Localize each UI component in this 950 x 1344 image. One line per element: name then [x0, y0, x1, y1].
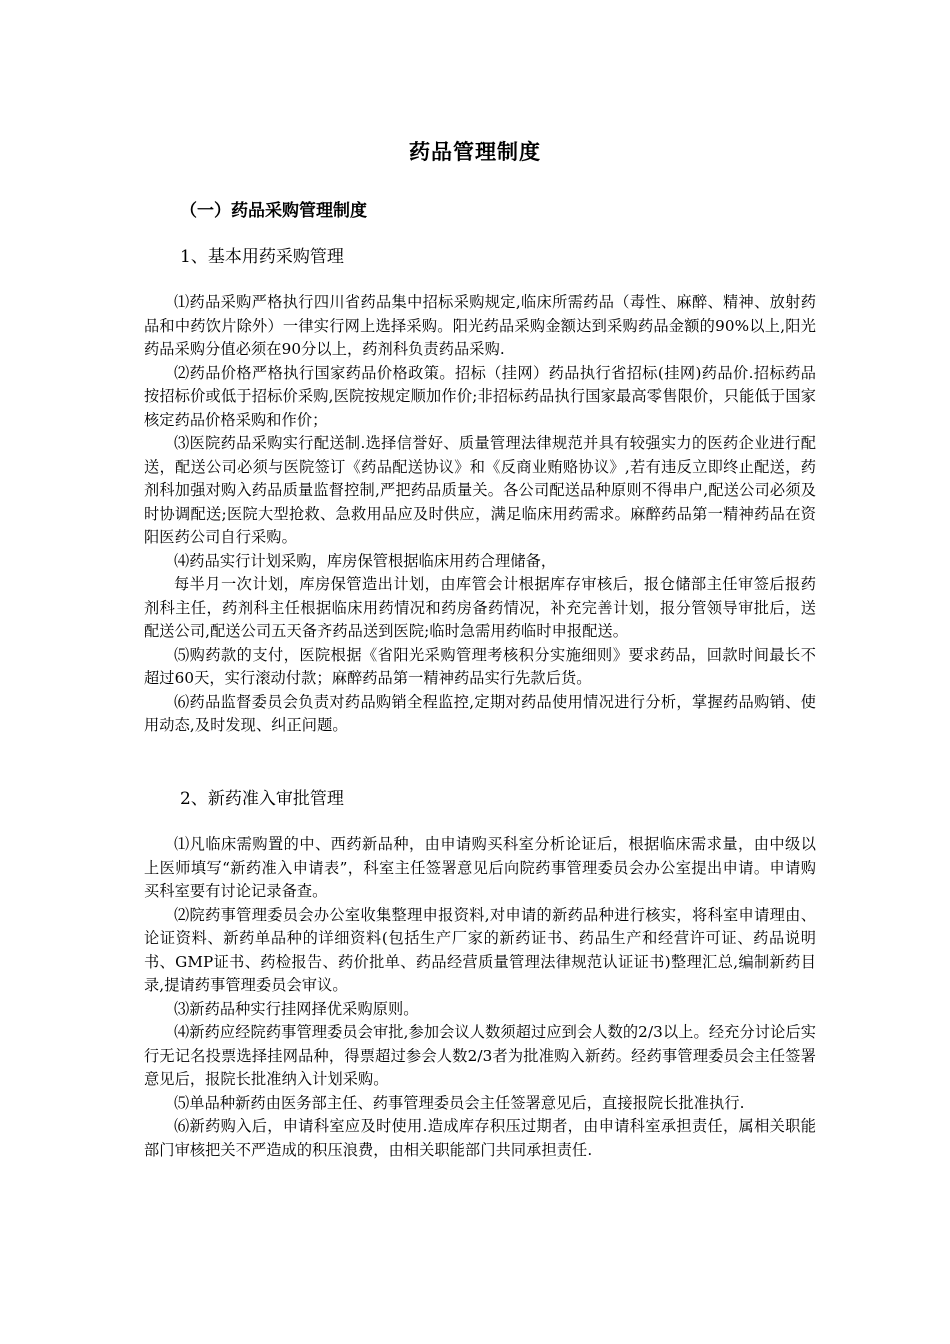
document-title: 药品管理制度 [409, 140, 541, 164]
subsection-1-body [144, 291, 816, 738]
paragraph: 每半月一次计划，库房保管造出计划，由库管会计根据库存审核后，报仓储部主任审签后报药剂科主任，药剂科主任根据临床用药情况和药房备药情况，补充完善计划，报分管领导审批后，送配送公司,配送公司五天备齐药品送到医院;临时急需用药临时申报配送。 [144, 575, 816, 640]
paragraph: ⑴凡临床需购置的中、西药新品种，由申请购买科室分析论证后，根据临床需求量，由中级以上医师填写“新药准入申请表”，科室主任签署意见后向院药事管理委员会办公室提出申请。申请购买科室要有讨论记录备查。 [144, 835, 816, 900]
subsection-2-body [144, 833, 816, 1162]
paragraph: ⑶医院药品采购实行配送制.选择信誉好、质量管理法律规范并具有较强实力的医药企业进行配送，配送公司必须与医院签订《药品配送协议》和《反商业贿赂协议》,若有违反立即终止配送，药剂科加强对购入药品质量监督控制,严把药品质量关。各公司配送品种原则不得串户,配送公司必须及时协调配送;医院大型抢救、急救用品应及时供应，满足临床用药需求。麻醉药品第一精神药品在资阳医药公司自行采购。 [144, 434, 816, 546]
subsection-heading-2: 2、新药准入审批管理 [180, 789, 344, 809]
paragraph: ⑷新药应经院药事管理委员会审批,参加会议人数须超过应到会人数的2/3以上。经充分讨论后实行无记名投票选择挂网品种，得票超过参会人数2/3者为批准购入新药。经药事管理委员会主任签署意见后，报院长批准纳入计划采购。 [144, 1023, 816, 1088]
paragraph: ⑸单品种新药由医务部主任、药事管理委员会主任签署意见后，直接报院长批准执行. [174, 1093, 745, 1112]
section-heading: （一）药品采购管理制度 [180, 201, 367, 221]
paragraph: ⑹药品监督委员会负责对药品购销全程监控,定期对药品使用情况进行分析，掌握药品购销、使用动态,及时发现、纠正问题。 [144, 692, 816, 734]
paragraph: ⑵院药事管理委员会办公室收集整理申报资料,对申请的新药品种进行核实，将科室申请理由、论证资料、新药单品种的详细资料(包括生产厂家的新药证书、药品生产和经营许可证、药品说明书、GMP证书、药检报告、药价批单、药品经营质量管理法律规范认证证书)整理汇总,编制新药目录,提请药事管理委员会审议。 [144, 905, 816, 994]
paragraph: ⑷药品实行计划采购，库房保管根据临床用药合理储备， [174, 551, 557, 570]
paragraph: ⑹新药购入后，申请科室应及时使用.造成库存积压过期者，由申请科室承担责任，属相关职能部门审核把关不严造成的积压浪费，由相关职能部门共同承担责任. [144, 1117, 816, 1159]
paragraph: ⑴药品采购严格执行四川省药品集中招标采购规定,临床所需药品（毒性、麻醉、精神、放射药品和中药饮片除外）一律实行网上选择采购。阳光药品采购金额达到采购药品金额的90%以上,阳光药品采购分值必须在90分以上，药剂科负责药品采购. [144, 293, 816, 358]
subsection-heading-1: 1、基本用药采购管理 [180, 247, 344, 267]
paragraph: ⑸购药款的支付，医院根据《省阳光采购管理考核积分实施细则》要求药品，回款时间最长不超过60天，实行滚动付款；麻醉药品第一精神药品实行先款后货。 [144, 645, 816, 687]
paragraph: ⑶新药品种实行挂网择优采购原则。 [174, 999, 419, 1018]
paragraph: ⑵药品价格严格执行国家药品价格政策。招标（挂网）药品执行省招标(挂网)药品价.招标药品按招标价或低于招标价采购,医院按规定顺加作价;非招标药品执行国家最高零售限价，只能低于国家核定药品价格采购和作价； [144, 363, 816, 429]
